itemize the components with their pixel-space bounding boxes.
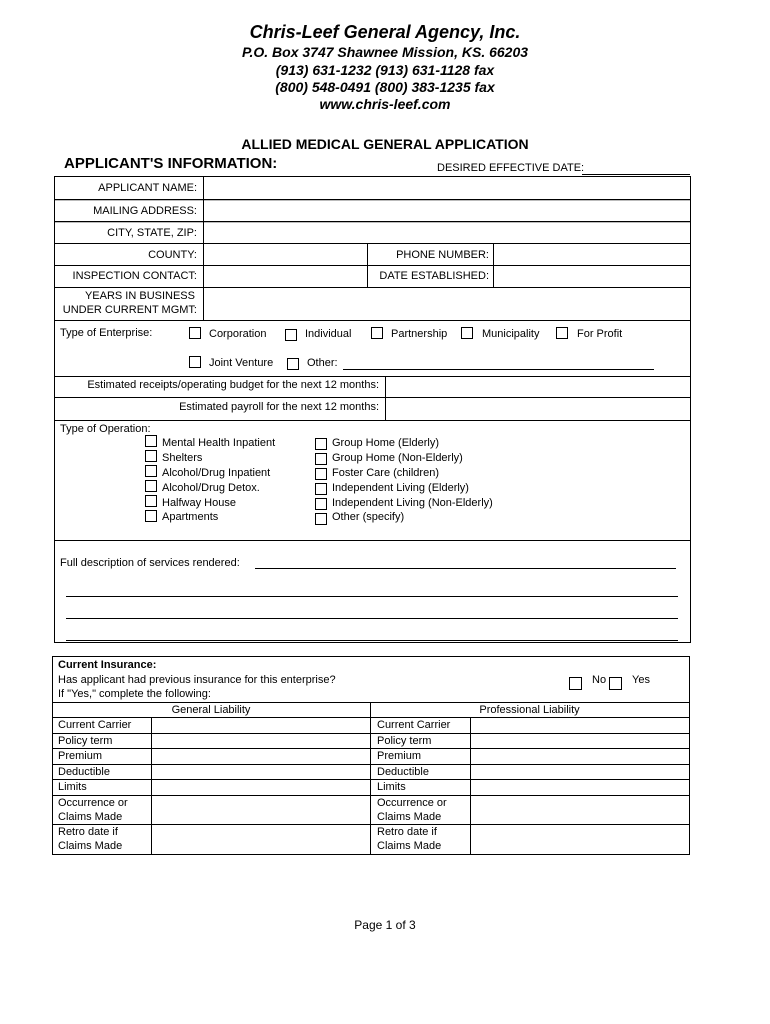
company-name: Chris-Leef General Agency, Inc. xyxy=(249,22,521,42)
yes-checkbox[interactable] xyxy=(609,677,622,690)
partnership-checkbox[interactable] xyxy=(371,327,383,339)
shelters-checkbox[interactable] xyxy=(145,450,157,462)
group-home-elderly-checkbox[interactable] xyxy=(315,438,327,450)
independent-living-elderly-checkbox[interactable] xyxy=(315,483,327,495)
payroll-field[interactable] xyxy=(392,402,686,416)
corporation-option-label: Corporation xyxy=(209,328,267,340)
municipality-checkbox[interactable] xyxy=(461,327,473,339)
inspection-contact-label: INSPECTION CONTACT: xyxy=(72,270,197,282)
services-description-line-2[interactable] xyxy=(66,596,678,597)
group-home-elderly-label: Group Home (Elderly) xyxy=(332,437,439,449)
shelters-label: Shelters xyxy=(162,452,203,464)
enterprise-type-label: Type of Enterprise: xyxy=(60,327,153,339)
for-profit-option-label: For Profit xyxy=(577,328,623,340)
current-insurance-title: Current Insurance: xyxy=(58,659,157,671)
county-field[interactable] xyxy=(208,249,362,263)
gl-entry-fields[interactable] xyxy=(153,718,369,854)
pl-current-carrier-label: Current Carrier xyxy=(377,719,451,731)
no-checkbox[interactable] xyxy=(569,677,582,690)
independent-living-non-elderly-checkbox[interactable] xyxy=(315,498,327,510)
individual-option-label: Individual xyxy=(305,328,352,340)
individual-checkbox[interactable] xyxy=(285,329,297,341)
alcohol-drug-inpatient-label: Alcohol/Drug Inpatient xyxy=(162,467,271,479)
phone-number-label: PHONE NUMBER: xyxy=(396,249,489,261)
group-home-non-elderly-label: Group Home (Non-Elderly) xyxy=(332,452,463,464)
general-liability-header: General Liability xyxy=(171,704,251,716)
years-in-business-field[interactable] xyxy=(208,296,686,310)
other-operation-checkbox[interactable] xyxy=(315,513,327,525)
gl-policy-term-label: Policy term xyxy=(58,735,113,747)
other-operation-label: Other (specify) xyxy=(332,511,405,523)
company-phone-tollfree: (800) 548-0491 (800) 383-1235 fax xyxy=(275,79,495,95)
pl-retro-date-label-2: Claims Made xyxy=(377,840,442,852)
corporation-checkbox[interactable] xyxy=(189,327,201,339)
joint-venture-option-label: Joint Venture xyxy=(209,357,274,369)
services-description-label: Full description of services rendered: xyxy=(60,557,240,569)
pl-limits-label: Limits xyxy=(377,781,406,793)
page-number: Page 1 of 3 xyxy=(354,918,416,932)
halfway-house-label: Halfway House xyxy=(162,497,236,509)
municipality-option-label: Municipality xyxy=(482,328,540,340)
complete-following-instruction: If "Yes," complete the following: xyxy=(58,688,211,700)
yes-label: Yes xyxy=(632,674,650,686)
foster-care-checkbox[interactable] xyxy=(315,468,327,480)
gl-occurrence-label-1: Occurrence or xyxy=(58,797,128,809)
gl-deductible-label: Deductible xyxy=(58,766,110,778)
pl-deductible-label: Deductible xyxy=(377,766,429,778)
company-phone-local: (913) 631-1232 (913) 631-1128 fax xyxy=(275,62,495,78)
phone-number-field[interactable] xyxy=(498,249,686,263)
effective-date-field[interactable] xyxy=(582,174,690,175)
pl-entry-fields[interactable] xyxy=(472,718,688,854)
gl-retro-date-label-2: Claims Made xyxy=(58,840,123,852)
for-profit-checkbox[interactable] xyxy=(556,327,568,339)
pl-retro-date-label-1: Retro date if xyxy=(377,826,437,838)
group-home-non-elderly-checkbox[interactable] xyxy=(315,453,327,465)
gl-occurrence-label-2: Claims Made xyxy=(58,811,123,823)
joint-venture-checkbox[interactable] xyxy=(189,356,201,368)
company-address: P.O. Box 3747 Shawnee Mission, KS. 66203 xyxy=(241,44,529,60)
inspection-contact-field[interactable] xyxy=(208,270,362,284)
receipts-budget-field[interactable] xyxy=(392,380,686,394)
previous-insurance-question: Has applicant had previous insurance for this enterprise? xyxy=(58,674,336,686)
years-in-business-label-2: UNDER CURRENT MGMT: xyxy=(62,304,197,316)
mental-health-inpatient-label: Mental Health Inpatient xyxy=(162,437,276,449)
mailing-address-label: MAILING ADDRESS: xyxy=(93,205,197,217)
foster-care-label: Foster Care (children) xyxy=(332,467,439,479)
apartments-checkbox[interactable] xyxy=(145,510,157,522)
payroll-label: Estimated payroll for the next 12 months: xyxy=(179,401,379,413)
partnership-option-label: Partnership xyxy=(391,328,448,340)
mailing-address-field[interactable] xyxy=(208,205,686,219)
effective-date-label: DESIRED EFFECTIVE DATE: xyxy=(437,162,585,174)
company-website[interactable]: www.chris-leef.com xyxy=(319,96,451,112)
services-description-line-1[interactable] xyxy=(255,568,676,569)
city-state-zip-field[interactable] xyxy=(208,227,686,241)
gl-current-carrier-label: Current Carrier xyxy=(58,719,132,731)
pl-premium-label: Premium xyxy=(377,750,422,762)
alcohol-drug-detox-checkbox[interactable] xyxy=(145,480,157,492)
applicant-name-label: APPLICANT NAME: xyxy=(98,182,197,194)
pl-occurrence-label-2: Claims Made xyxy=(377,811,442,823)
no-label: No xyxy=(592,674,607,686)
professional-liability-header: Professional Liability xyxy=(479,704,580,716)
receipts-budget-label: Estimated receipts/operating budget for the next 12 months: xyxy=(87,379,379,391)
gl-premium-label: Premium xyxy=(58,750,103,762)
form-title: ALLIED MEDICAL GENERAL APPLICATION xyxy=(241,136,529,152)
independent-living-elderly-label: Independent Living (Elderly) xyxy=(332,482,469,494)
pl-occurrence-label-1: Occurrence or xyxy=(377,797,447,809)
gl-retro-date-label-1: Retro date if xyxy=(58,826,118,838)
alcohol-drug-inpatient-checkbox[interactable] xyxy=(145,465,157,477)
date-established-field[interactable] xyxy=(498,270,686,284)
years-in-business-label-1: YEARS IN BUSINESS xyxy=(84,290,195,302)
pl-policy-term-label: Policy term xyxy=(377,735,432,747)
independent-living-non-elderly-label: Independent Living (Non-Elderly) xyxy=(332,497,493,509)
halfway-house-checkbox[interactable] xyxy=(145,495,157,507)
mental-health-inpatient-checkbox[interactable] xyxy=(145,435,157,447)
date-established-label: DATE ESTABLISHED: xyxy=(379,270,489,282)
services-description-line-3[interactable] xyxy=(66,618,678,619)
county-label: COUNTY: xyxy=(148,249,197,261)
apartments-label: Apartments xyxy=(162,511,219,523)
gl-limits-label: Limits xyxy=(58,781,87,793)
other-enterprise-field[interactable] xyxy=(343,369,654,370)
services-description-line-4[interactable] xyxy=(66,640,678,641)
section-title: APPLICANT'S INFORMATION: xyxy=(64,155,278,172)
other-enterprise-option-label: Other: xyxy=(307,357,338,369)
operation-type-label: Type of Operation: xyxy=(60,423,151,435)
other-enterprise-checkbox[interactable] xyxy=(287,358,299,370)
city-state-zip-label: CITY, STATE, ZIP: xyxy=(107,227,197,239)
alcohol-drug-detox-label: Alcohol/Drug Detox. xyxy=(162,482,260,494)
applicant-name-field[interactable] xyxy=(208,182,686,196)
